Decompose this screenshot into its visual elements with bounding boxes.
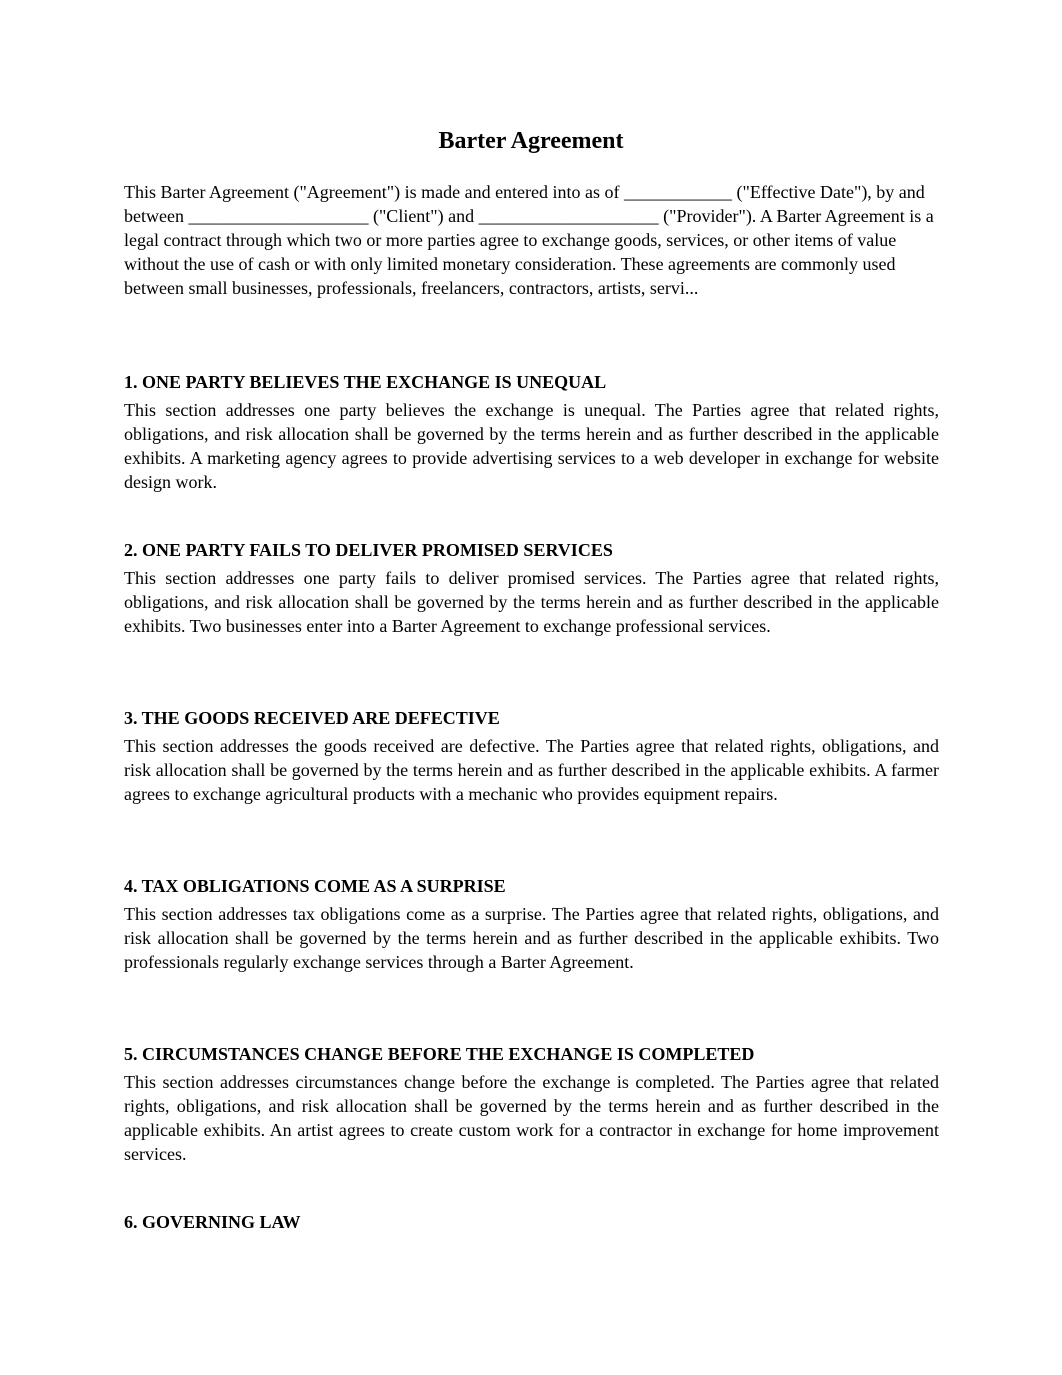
section-3 [124,706,939,806]
section-4 [124,874,939,974]
section-2 [124,538,939,638]
section-heading: 3. THE GOODS RECEIVED ARE DEFECTIVE [124,708,500,728]
section-body: This section addresses one party believes the exchange is unequal. The Parties agree that related rights, obligations, and risk allocation shall be governed by the terms herein and as further described in the applicable exhibits. A marketing agency agrees to provide advertising services to a web developer in exchange for website design work. [124,400,939,492]
section-body: This section addresses circumstances change before the exchange is completed. The Parties agree that related rights, obligations, and risk allocation shall be governed by the terms herein and as further described in the applicable exhibits. An artist agrees to create custom work for a contractor in exchange for home improvement services. [124,1072,939,1164]
intro-paragraph: This Barter Agreement ("Agreement") is made and entered into as of ____________ ("Effective Date"), by and between ____________________ ("Client") and ____________________ ("Provider"). A Barter Agreement is a legal contract through which two or more parties agree to exchange goods, services, or other items of value without the use of cash or with only limited monetary consideration. These agreements are commonly used between small businesses, professionals, freelancers, contractors, artists, servi... [124,182,934,298]
section-body: This section addresses the goods received are defective. The Parties agree that related rights, obligations, and risk allocation shall be governed by the terms herein and as further described in the applicable exhibits. A farmer agrees to exchange agricultural products with a mechanic who provides equipment repairs. [124,736,939,804]
section-heading: 2. ONE PARTY FAILS TO DELIVER PROMISED SERVICES [124,540,613,560]
section-1 [124,370,939,494]
section-heading: 5. CIRCUMSTANCES CHANGE BEFORE THE EXCHANGE IS COMPLETED [124,1044,755,1064]
section-body: This section addresses tax obligations come as a surprise. The Parties agree that related rights, obligations, and risk allocation shall be governed by the terms herein and as further described in the applicable exhibits. Two professionals regularly exchange services through a Barter Agreement. [124,904,939,972]
section-body: This section addresses one party fails to deliver promised services. The Parties agree that related rights, obligations, and risk allocation shall be governed by the terms herein and as further described in the applicable exhibits. Two businesses enter into a Barter Agreement to exchange professional services. [124,568,939,636]
section-heading: 1. ONE PARTY BELIEVES THE EXCHANGE IS UNEQUAL [124,372,607,392]
section-heading: 6. GOVERNING LAW [124,1212,301,1232]
document-title: Barter Agreement [438,128,624,154]
section-heading: 4. TAX OBLIGATIONS COME AS A SURPRISE [124,876,506,896]
section-5 [124,1042,939,1166]
section-6 [124,1210,939,1238]
